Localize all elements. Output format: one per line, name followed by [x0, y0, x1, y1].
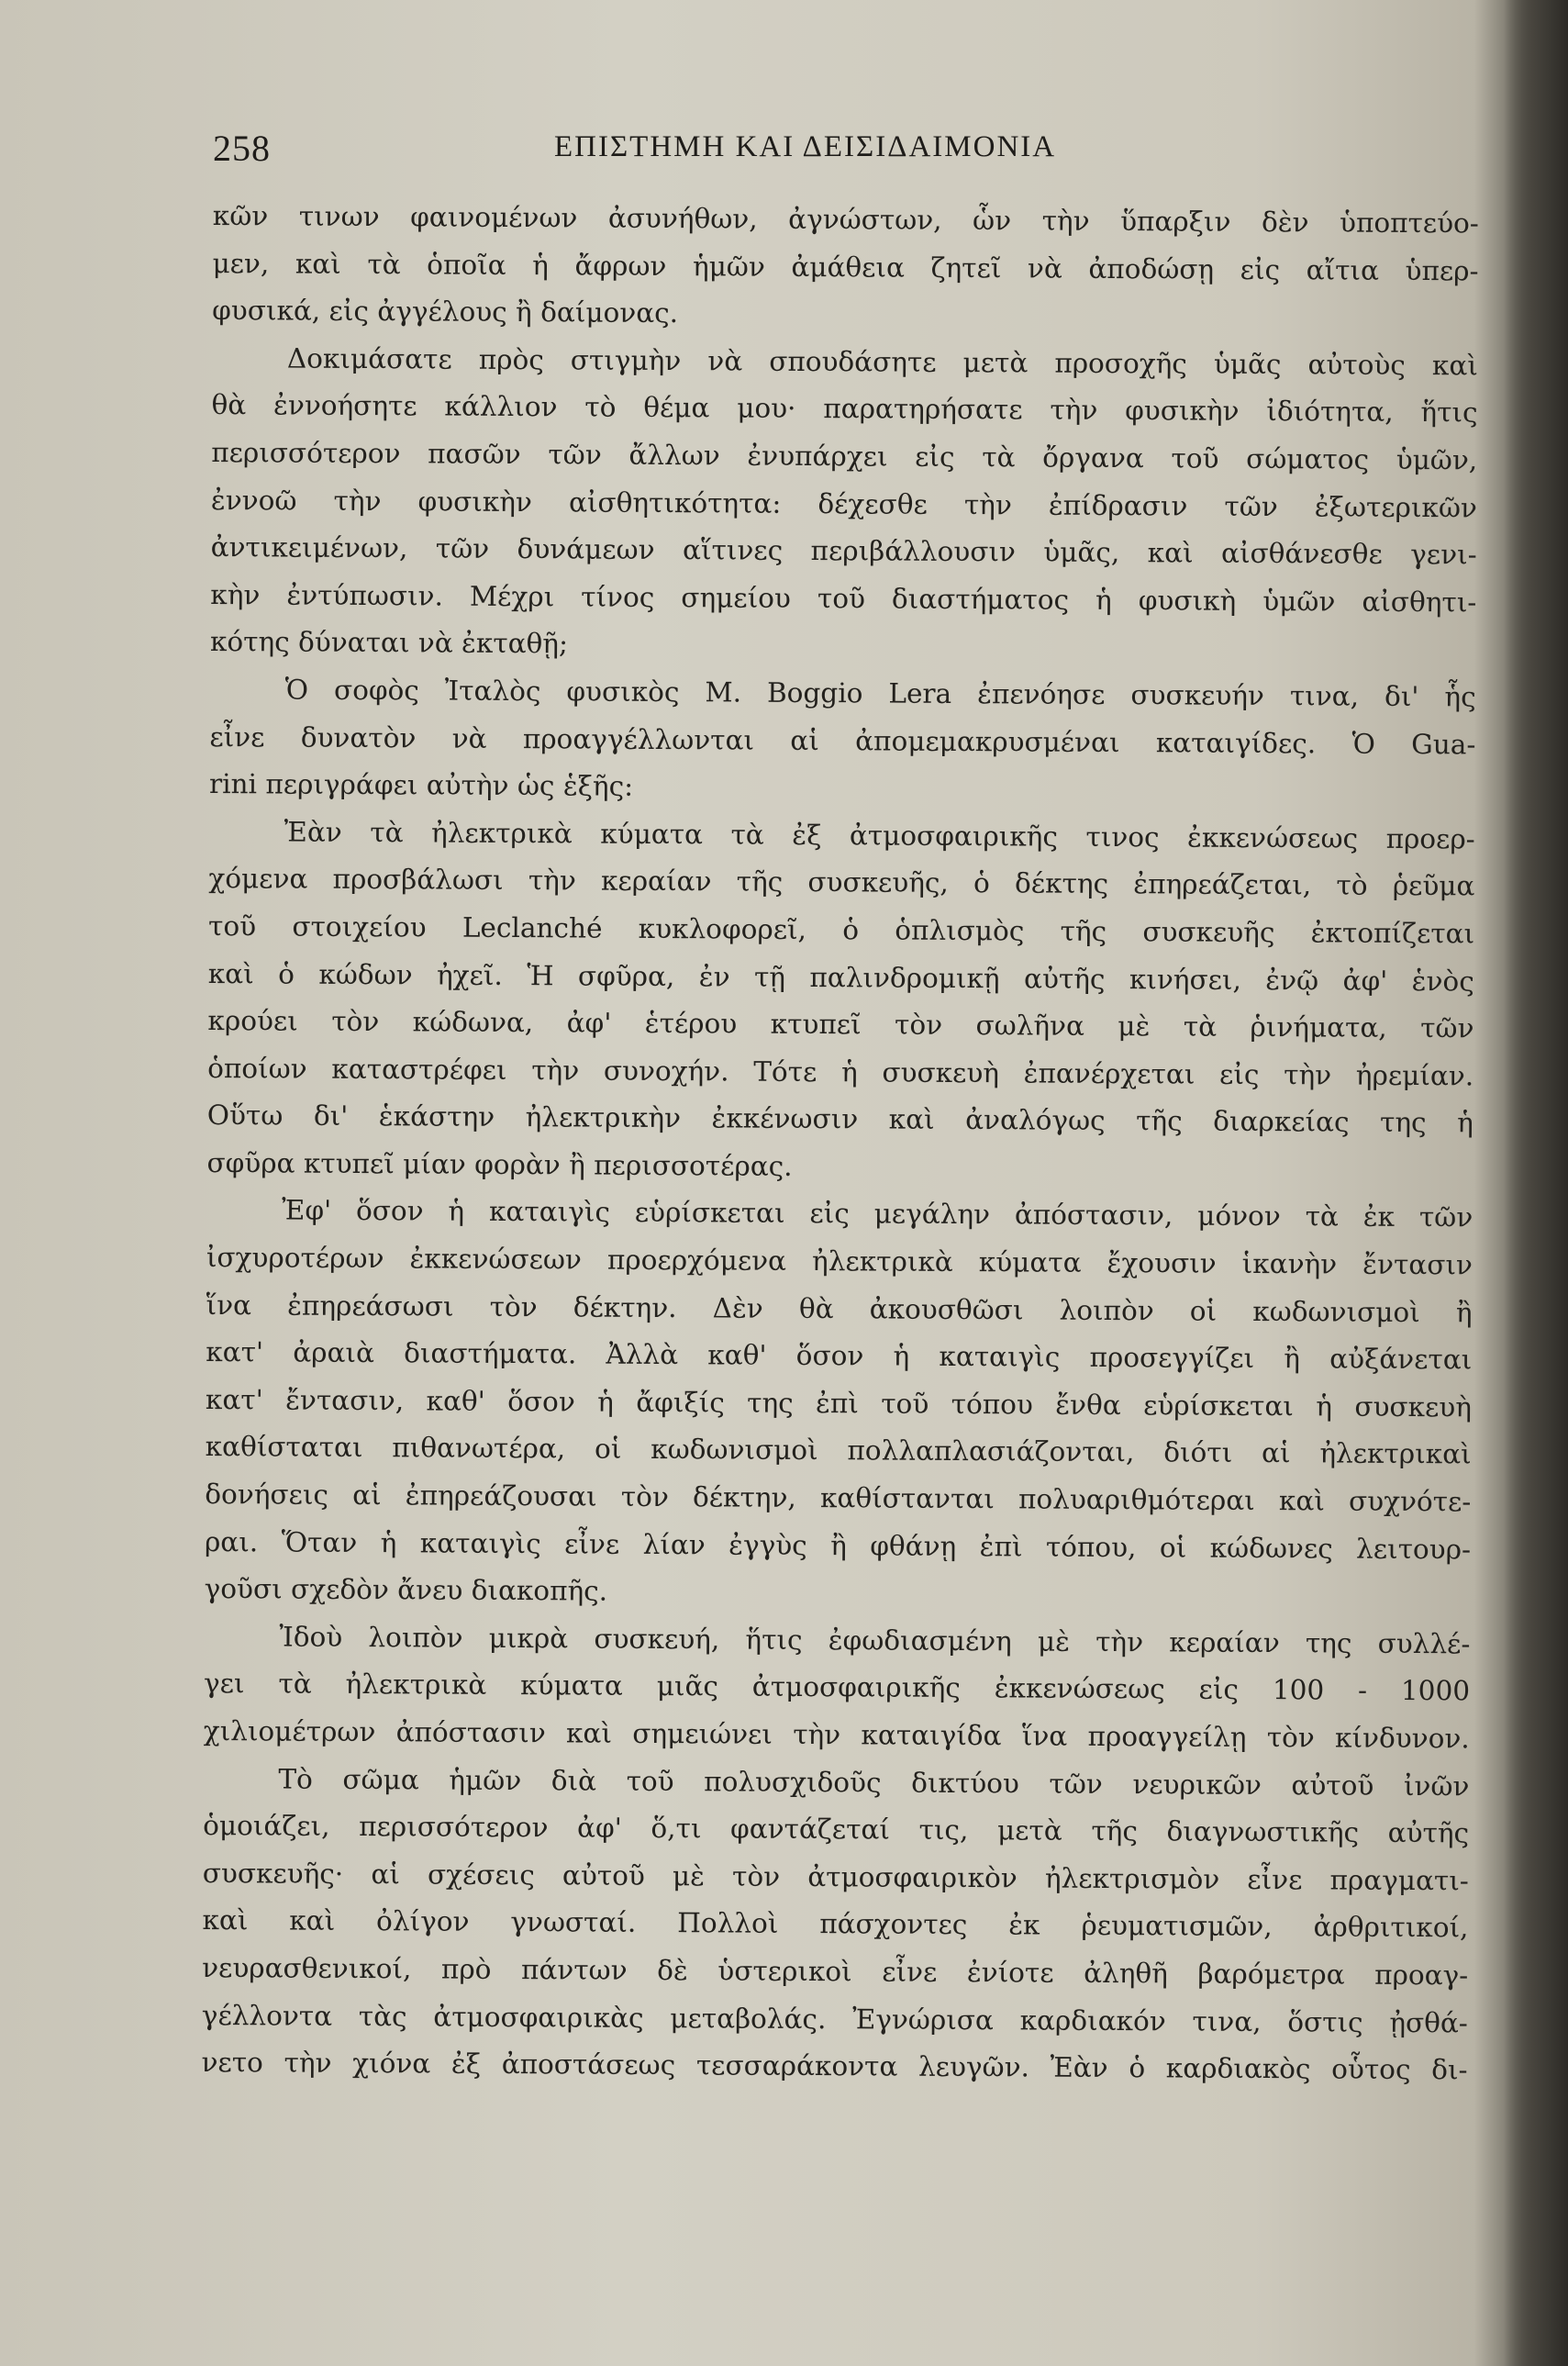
text-line: φυσικά, εἰς ἀγγέλους ἢ δαίμονας.: [212, 295, 679, 329]
body-text: [201, 193, 1479, 2094]
text-line: συσκευῆς· αἱ σχέσεις αὐτοῦ μὲ τὸν ἀτμοσφαιρικὸν ἠλεκτρισμὸν εἶνε πραγματι-: [202, 1857, 1469, 1897]
text-line: καὶ ὁ κώδων ἠχεῖ. Ἡ σφῦρα, ἐν τῇ παλινδρομικῇ αὐτῆς κινήσει, ἐνῷ ἀφ' ἑνὸς: [207, 957, 1474, 997]
text-line: ἵνα ἐπηρεάσωσι τὸν δέκτην. Δὲν θὰ ἀκουσθῶσι λοιπὸν οἱ κωδωνισμοὶ ἢ: [206, 1289, 1473, 1329]
text-line: rini περιγράφει αὐτὴν ὡς ἑξῆς:: [208, 768, 634, 802]
text-line: Δοκιμάσατε πρὸς στιγμὴν νὰ σπουδάσητε μετὰ προσοχῆς ὑμᾶς αὐτοὺς καὶ: [286, 342, 1478, 382]
text-line: χιλιομέτρων ἀπόστασιν καὶ σημειώνει τὴν καταιγίδα ἵνα προαγγείλῃ τὸν κίνδυνον.: [203, 1714, 1470, 1755]
text-line: τοῦ στοιχείου Leclanché κυκλοφορεῖ, ὁ ὁπλισμὸς τῆς συσκευῆς ἐκτοπίζεται: [208, 910, 1475, 950]
text-line: γει τὰ ἠλεκτρικὰ κύματα μιᾶς ἀτμοσφαιρικῆς ἐκκενώσεως εἰς 100 - 1000: [203, 1668, 1471, 1707]
text-line: καθίσταται πιθανωτέρα, οἱ κωδωνισμοὶ πολλαπλασιάζονται, διότι αἱ ἠλεκτρικαὶ: [205, 1431, 1472, 1470]
text-line: χόμενα προσβάλωσι τὴν κεραίαν τῆς συσκευῆς, ὁ δέκτης ἐπηρεάζεται, τὸ ῥεῦμα: [208, 863, 1475, 902]
text-line: κὴν ἐντύπωσιν. Μέχρι τίνος σημείου τοῦ διαστήματος ἡ φυσικὴ ὑμῶν αἰσθητι-: [210, 578, 1477, 619]
text-line: Ὁ σοφὸς Ἰταλὸς φυσικὸς Μ. Boggio Lera ἐπενόησε συσκευήν τινα, δι' ἧς: [284, 674, 1476, 713]
text-line: ἐννοῶ τὴν φυσικὴν αἰσθητικότητα: δέχεσθε τὴν ἐπίδρασιν τῶν ἐξωτερικῶν: [210, 484, 1478, 523]
text-line: εἶνε δυνατὸν νὰ προαγγέλλωνται αἱ ἀπομεμακρυσμέναι καταιγίδες. Ὁ Gua-: [209, 720, 1476, 760]
text-line: καὶ καὶ ὀλίγον γνωσταί. Πολλοὶ πάσχοντες ἐκ ῥευματισμῶν, ἀρθριτικοί,: [202, 1904, 1469, 1944]
text-line: θὰ ἐννοήσητε κάλλιον τὸ θέμα μου· παρατηρήσατε τὴν φυσικὴν ἰδιότητα, ἥτις: [211, 389, 1478, 429]
text-line: Ἐφ' ὅσον ἡ καταιγὶς εὑρίσκεται εἰς μεγάλην ἀπόστασιν, μόνον τὰ ἐκ τῶν: [282, 1194, 1473, 1233]
text-line: νευρασθενικοί, πρὸ πάντων δὲ ὑστερικοὶ εἶνε ἐνίοτε ἀληθῆ βαρόμετρα προαγ-: [202, 1951, 1469, 1992]
text-line: περισσότερον πασῶν τῶν ἄλλων ἐνυπάρχει εἰς τὰ ὄργανα τοῦ σώματος ὑμῶν,: [211, 436, 1478, 476]
book-gutter-shadow: [1504, 0, 1568, 2366]
text-line: κατ' ἔντασιν, καθ' ὅσον ἡ ἄφιξίς της ἐπὶ τοῦ τόπου ἔνθα εὑρίσκεται ἡ συσκευὴ: [205, 1383, 1473, 1423]
page-header: [213, 127, 1479, 182]
text-line: νετο τὴν χιόνα ἐξ ἀποστάσεως τεσσαράκοντα λευγῶν. Ἐὰν ὁ καρδιακὸς οὗτος δι-: [201, 2047, 1468, 2086]
text-line: γοῦσι σχεδὸν ἄνευ διακοπῆς.: [204, 1573, 608, 1607]
text-line: κῶν τινων φαινομένων ἀσυνήθων, ἀγνώστων, ὧν τὴν ὕπαρξιν δὲν ὑποπτεύο-: [212, 199, 1479, 240]
text-line: ἰσχυροτέρων ἐκκενώσεων προερχόμενα ἠλεκτρικὰ κύματα ἔχουσιν ἱκανὴν ἔντασιν: [206, 1242, 1473, 1281]
text-line: Οὕτω δι' ἑκάστην ἠλεκτρικὴν ἐκκένωσιν καὶ ἀναλόγως τῆς διαρκείας της ἡ: [206, 1099, 1473, 1139]
text-line: ἀντικειμένων, τῶν δυνάμεων αἵτινες περιβάλλουσιν ὑμᾶς, καὶ αἰσθάνεσθε γενι-: [210, 531, 1477, 571]
text-line: μεν, καὶ τὰ ὁποῖα ἡ ἄφρων ἡμῶν ἀμάθεια ζητεῖ νὰ ἀποδώσῃ εἰς αἴτια ὑπερ-: [212, 247, 1479, 287]
text-line: κρούει τὸν κώδωνα, ἀφ' ἑτέρου κτυπεῖ τὸν σωλῆνα μὲ τὰ ῥινήματα, τῶν: [207, 1005, 1474, 1044]
text-line: ραι. Ὅταν ἡ καταιγὶς εἶνε λίαν ἐγγὺς ἢ φθάνῃ ἐπὶ τόπου, οἱ κώδωνες λειτουρ-: [204, 1525, 1472, 1566]
text-line: Ἐὰν τὰ ἠλεκτρικὰ κύματα τὰ ἐξ ἀτμοσφαιρικῆς τινος ἐκκενώσεως προερ-: [284, 816, 1475, 855]
text-line: γέλλοντα τὰς ἀτμοσφαιρικὰς μεταβολάς. Ἐγνώρισα καρδιακόν τινα, ὅστις ᾐσθά-: [201, 1999, 1468, 2038]
running-title: ΕΠΙΣΤΗΜΗ ΚΑΙ ΔΕΙΣΙΔΑΙΜΟΝΙΑ: [554, 130, 1057, 163]
text-line: κατ' ἀραιὰ διαστήματα. Ἀλλὰ καθ' ὅσον ἡ καταιγὶς προσεγγίζει ἢ αὐξάνεται: [206, 1336, 1473, 1376]
text-line: ὁμοιάζει, περισσότερον ἀφ' ὅ,τι φαντάζεταί τις, μετὰ τῆς διαγνωστικῆς αὐτῆς: [203, 1810, 1470, 1849]
page-number: 258: [213, 128, 271, 169]
text-line: σφῦρα κτυπεῖ μίαν φορὰν ἢ περισσοτέρας.: [206, 1146, 793, 1182]
text-line: κότης δύναται νὰ ἐκταθῇ;: [209, 626, 569, 660]
text-line: Ἰδοὺ λοιπὸν μικρὰ συσκευή, ἥτις ἐφωδιασμένη μὲ τὴν κεραίαν της συλλέ-: [279, 1621, 1471, 1660]
text-line: ὁποίων καταστρέφει τὴν συνοχήν. Τότε ἡ συσκευὴ ἐπανέρχεται εἰς τὴν ἠρεμίαν.: [207, 1052, 1474, 1092]
text-line: Τὸ σῶμα ἡμῶν διὰ τοῦ πολυσχιδοῦς δικτύου τῶν νευρικῶν αὐτοῦ ἰνῶν: [278, 1763, 1470, 1802]
text-line: δονήσεις αἱ ἐπηρεάζουσαι τὸν δέκτην, καθίστανται πολυαριθμότεραι καὶ συχνότε-: [205, 1479, 1472, 1518]
